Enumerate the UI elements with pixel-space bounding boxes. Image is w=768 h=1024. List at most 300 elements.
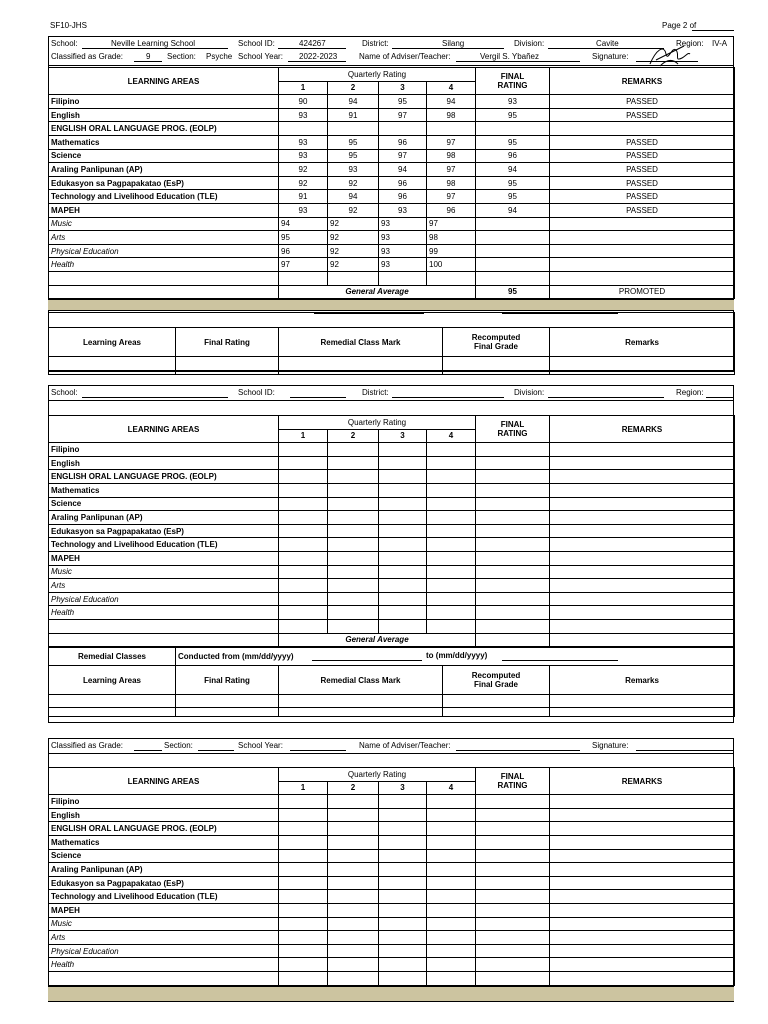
quarter-2-grade <box>328 822 379 836</box>
remarks-header-3: REMARKS <box>550 768 735 795</box>
learning-areas-header: LEARNING AREAS <box>49 68 279 95</box>
quarter-1-grade <box>279 538 328 552</box>
school-id-line <box>278 48 346 49</box>
quarter-2-grade <box>328 565 379 579</box>
q4-header: 4 <box>427 81 476 95</box>
final-rating <box>476 808 550 822</box>
quarter-2-grade: 92 <box>328 244 379 258</box>
district-line <box>392 48 504 49</box>
grade-value: 9 <box>146 52 151 61</box>
subject-name: Technology and Livelihood Education (TLE) <box>49 890 279 904</box>
quarter-2-grade <box>328 931 379 945</box>
remarks <box>550 579 735 593</box>
subject-row <box>49 890 735 904</box>
quarter-2-grade: 91 <box>328 108 379 122</box>
quarter-1-grade <box>279 470 328 484</box>
page-total-line <box>692 30 734 31</box>
page-label: Page 2 of <box>662 21 697 30</box>
quarter-1-grade: 90 <box>279 95 328 109</box>
school-id-label-2: School ID: <box>238 388 275 397</box>
remarks <box>550 822 735 836</box>
quarter-2-grade <box>328 835 379 849</box>
quarterly-rating-header: Quarterly Rating <box>279 68 476 82</box>
subject-name: Filipino <box>49 443 279 457</box>
subject-name: Araling Panlipunan (AP) <box>49 863 279 877</box>
remarks-header-2: REMARKS <box>550 416 735 443</box>
section-line-3 <box>198 750 234 751</box>
final-rating: 95 <box>476 135 550 149</box>
rem-learning-areas-2: Learning Areas <box>49 666 176 695</box>
final-rating <box>476 551 550 565</box>
subject-name: ENGLISH ORAL LANGUAGE PROG. (EOLP) <box>49 122 279 136</box>
adviser-value: Vergil S. Ybañez <box>480 52 540 61</box>
school-id-line-2 <box>290 397 346 398</box>
quarter-2-grade <box>328 795 379 809</box>
remarks <box>550 944 735 958</box>
quarter-2-grade: 92 <box>328 176 379 190</box>
subject-row <box>49 917 735 931</box>
quarter-2-grade <box>328 917 379 931</box>
quarter-4-grade: 97 <box>427 217 476 231</box>
final-rating <box>476 863 550 877</box>
final-rating <box>476 244 550 258</box>
quarter-4-grade <box>427 524 476 538</box>
remarks: PASSED <box>550 95 735 109</box>
quarter-3-grade <box>379 849 427 863</box>
subject-name: Mathematics <box>49 835 279 849</box>
subject-name: Music <box>49 217 279 231</box>
subject-row <box>49 808 735 822</box>
school-value: Neville Learning School <box>111 39 196 48</box>
final-rating <box>476 958 550 972</box>
quarter-2-grade <box>328 538 379 552</box>
school-year-line <box>288 61 346 62</box>
quarter-3-grade <box>379 538 427 552</box>
signature-label: Signature: <box>592 52 629 61</box>
quarter-3-grade: 93 <box>379 244 427 258</box>
remarks <box>550 876 735 890</box>
subject-row <box>49 565 735 579</box>
remarks: PASSED <box>550 190 735 204</box>
subject-name: Health <box>49 258 279 272</box>
subject-row <box>49 497 735 511</box>
quarter-2-grade <box>328 592 379 606</box>
subject-row <box>49 149 735 163</box>
subject-row <box>49 95 735 109</box>
q3-header-3: 3 <box>379 781 427 795</box>
quarter-1-grade <box>279 511 328 525</box>
subject-name: Physical Education <box>49 244 279 258</box>
quarter-3-grade <box>379 917 427 931</box>
quarter-3-grade <box>379 863 427 877</box>
subject-row <box>49 122 735 136</box>
quarter-1-grade <box>279 890 328 904</box>
quarter-1-grade <box>279 795 328 809</box>
quarter-3-grade: 95 <box>379 95 427 109</box>
subject-name: Edukasyon sa Pagpapakatao (EsP) <box>49 876 279 890</box>
rem-class-mark: Remedial Class Mark <box>279 328 443 357</box>
subject-row <box>49 108 735 122</box>
quarter-4-grade <box>427 592 476 606</box>
quarter-2-grade <box>328 606 379 620</box>
quarter-4-grade: 98 <box>427 149 476 163</box>
subject-name: Arts <box>49 579 279 593</box>
grades-table-3 <box>48 767 735 986</box>
quarter-1-grade <box>279 456 328 470</box>
quarter-2-grade <box>328 456 379 470</box>
final-rating <box>476 579 550 593</box>
quarter-3-grade: 97 <box>379 149 427 163</box>
quarter-3-grade: 93 <box>379 217 427 231</box>
school-line-2 <box>82 397 228 398</box>
remarks <box>550 551 735 565</box>
quarter-3-grade: 96 <box>379 135 427 149</box>
remedial-table-1 <box>48 312 735 375</box>
rem-remarks: Remarks <box>550 328 735 357</box>
quarter-4-grade <box>427 565 476 579</box>
rem-recomputed-2: Recomputed Final Grade <box>443 666 550 695</box>
quarter-3-grade <box>379 822 427 836</box>
remarks <box>550 835 735 849</box>
quarter-3-grade <box>379 890 427 904</box>
quarter-1-grade <box>279 497 328 511</box>
quarter-1-grade: 95 <box>279 231 328 245</box>
general-average-label: General Average <box>279 285 476 299</box>
region-label-2: Region: <box>676 388 704 397</box>
quarter-4-grade: 96 <box>427 203 476 217</box>
quarter-2-grade <box>328 944 379 958</box>
final-rating: 94 <box>476 203 550 217</box>
subject-row <box>49 203 735 217</box>
general-average-label-2: General Average <box>279 633 476 647</box>
subject-row <box>49 135 735 149</box>
remedial-conducted: Conducted from (mm/dd/yyyy) to (mm/dd/yyyy) <box>176 648 735 666</box>
quarter-1-grade <box>279 835 328 849</box>
subject-row <box>49 163 735 177</box>
final-rating <box>476 122 550 136</box>
rem-final-rating: Final Rating <box>176 328 279 357</box>
quarter-2-grade <box>328 524 379 538</box>
remarks <box>550 903 735 917</box>
school-year-label: School Year: <box>238 52 283 61</box>
quarter-4-grade <box>427 443 476 457</box>
quarter-4-grade <box>427 470 476 484</box>
quarter-1-grade: 94 <box>279 217 328 231</box>
quarter-4-grade: 100 <box>427 258 476 272</box>
classified-label-3: Classified as Grade: <box>51 741 124 750</box>
quarter-4-grade: 98 <box>427 231 476 245</box>
subject-name: MAPEH <box>49 203 279 217</box>
subject-row <box>49 524 735 538</box>
subject-row <box>49 456 735 470</box>
final-rating <box>476 258 550 272</box>
quarter-2-grade: 93 <box>328 163 379 177</box>
remarks <box>550 497 735 511</box>
section-label: Section: <box>167 52 196 61</box>
quarter-2-grade <box>328 808 379 822</box>
quarter-1-grade <box>279 122 328 136</box>
quarter-3-grade <box>379 579 427 593</box>
signature-line-3 <box>636 750 734 751</box>
final-rating <box>476 890 550 904</box>
final-rating: 95 <box>476 190 550 204</box>
quarter-3-grade <box>379 795 427 809</box>
division-label-2: Division: <box>514 388 545 397</box>
rem-final-rating-2: Final Rating <box>176 666 279 695</box>
quarter-3-grade <box>379 497 427 511</box>
quarter-3-grade: 96 <box>379 190 427 204</box>
subject-row <box>49 443 735 457</box>
remarks <box>550 443 735 457</box>
quarter-1-grade: 92 <box>279 163 328 177</box>
final-rating <box>476 592 550 606</box>
classified-label: Classified as Grade: <box>51 52 124 61</box>
subject-name: Science <box>49 149 279 163</box>
subject-row <box>49 511 735 525</box>
subject-name: MAPEH <box>49 903 279 917</box>
quarter-4-grade <box>427 958 476 972</box>
district-label-2: District: <box>362 388 389 397</box>
subject-name: Physical Education <box>49 944 279 958</box>
quarter-4-grade: 97 <box>427 135 476 149</box>
subject-name: Filipino <box>49 795 279 809</box>
final-rating <box>476 497 550 511</box>
quarter-4-grade <box>427 822 476 836</box>
region-label: Region: <box>676 39 704 48</box>
quarter-4-grade <box>427 890 476 904</box>
subject-name: Science <box>49 849 279 863</box>
quarterly-rating-header-2: Quarterly Rating <box>279 416 476 430</box>
final-rating: 94 <box>476 163 550 177</box>
final-rating <box>476 931 550 945</box>
subject-row <box>49 903 735 917</box>
spacer-row-3 <box>49 971 279 985</box>
final-rating: 96 <box>476 149 550 163</box>
school-year-value: 2022-2023 <box>299 52 338 61</box>
quarter-4-grade <box>427 579 476 593</box>
grades-table-2 <box>48 415 735 647</box>
subject-name: Arts <box>49 931 279 945</box>
remarks <box>550 958 735 972</box>
quarter-1-grade <box>279 443 328 457</box>
division-line-2 <box>548 397 664 398</box>
remarks <box>550 231 735 245</box>
quarter-4-grade: 97 <box>427 163 476 177</box>
subject-name: Physical Education <box>49 592 279 606</box>
quarter-3-grade <box>379 483 427 497</box>
general-average-value: 95 <box>476 285 550 299</box>
remarks: PASSED <box>550 176 735 190</box>
subject-name: Arts <box>49 231 279 245</box>
final-rating <box>476 903 550 917</box>
quarter-3-grade <box>379 835 427 849</box>
quarter-2-grade <box>328 551 379 565</box>
quarter-3-grade <box>379 122 427 136</box>
final-rating <box>476 835 550 849</box>
q3-header: 3 <box>379 81 427 95</box>
quarter-1-grade <box>279 483 328 497</box>
remarks <box>550 795 735 809</box>
quarter-1-grade <box>279 876 328 890</box>
school-id-label: School ID: <box>238 39 275 48</box>
quarter-4-grade <box>427 808 476 822</box>
quarter-2-grade: 92 <box>328 203 379 217</box>
quarter-4-grade <box>427 795 476 809</box>
quarter-1-grade: 91 <box>279 190 328 204</box>
subject-row <box>49 176 735 190</box>
final-rating-header: FINAL RATING <box>476 68 550 95</box>
subject-name: MAPEH <box>49 551 279 565</box>
header-divider-3 <box>48 753 734 754</box>
quarter-4-grade <box>427 944 476 958</box>
quarter-3-grade <box>379 944 427 958</box>
quarter-2-grade <box>328 497 379 511</box>
final-rating <box>476 483 550 497</box>
quarter-2-grade <box>328 849 379 863</box>
quarter-1-grade: 93 <box>279 203 328 217</box>
school-year-label-3: School Year: <box>238 741 283 750</box>
final-rating <box>476 456 550 470</box>
final-rating <box>476 524 550 538</box>
section-label-3: Section: <box>164 741 193 750</box>
quarter-3-grade <box>379 456 427 470</box>
remedial-table-2 <box>48 647 735 717</box>
subject-name: Science <box>49 497 279 511</box>
region-value: IV-A <box>712 39 728 48</box>
quarter-4-grade: 94 <box>427 95 476 109</box>
final-rating: 95 <box>476 108 550 122</box>
q1-header-3: 1 <box>279 781 328 795</box>
remarks: PASSED <box>550 135 735 149</box>
quarter-3-grade <box>379 470 427 484</box>
final-rating <box>476 565 550 579</box>
district-label: District: <box>362 39 389 48</box>
remarks: PASSED <box>550 163 735 177</box>
remarks <box>550 511 735 525</box>
district-value: Silang <box>442 39 465 48</box>
quarter-3-grade <box>379 565 427 579</box>
subject-row <box>49 592 735 606</box>
subject-name: Mathematics <box>49 483 279 497</box>
quarter-3-grade <box>379 876 427 890</box>
quarter-4-grade: 99 <box>427 244 476 258</box>
quarter-2-grade <box>328 890 379 904</box>
separator-band-1 <box>48 299 734 311</box>
adviser-label: Name of Adviser/Teacher: <box>359 52 451 61</box>
quarter-3-grade: 93 <box>379 203 427 217</box>
subject-name: Filipino <box>49 95 279 109</box>
remarks: PASSED <box>550 108 735 122</box>
adviser-line <box>456 61 580 62</box>
separator-band-3 <box>48 986 734 1002</box>
quarter-1-grade: 93 <box>279 108 328 122</box>
subject-row <box>49 931 735 945</box>
quarter-4-grade <box>427 456 476 470</box>
rem-learning-areas: Learning Areas <box>49 328 176 357</box>
quarter-1-grade <box>279 931 328 945</box>
subject-row <box>49 606 735 620</box>
subject-row <box>49 876 735 890</box>
division-value: Cavite <box>596 39 619 48</box>
remarks <box>550 917 735 931</box>
quarter-1-grade: 96 <box>279 244 328 258</box>
quarter-1-grade <box>279 903 328 917</box>
quarter-2-grade: 92 <box>328 231 379 245</box>
subject-row <box>49 231 735 245</box>
district-line-2 <box>392 397 504 398</box>
final-rating <box>476 944 550 958</box>
q1-header-2: 1 <box>279 429 328 443</box>
quarter-3-grade: 93 <box>379 231 427 245</box>
signature-label-3: Signature: <box>592 741 629 750</box>
final-rating <box>476 795 550 809</box>
subject-row <box>49 538 735 552</box>
quarter-1-grade: 92 <box>279 176 328 190</box>
quarter-3-grade <box>379 551 427 565</box>
quarter-3-grade: 97 <box>379 108 427 122</box>
remedial-to-label: to (mm/dd/yyyy) <box>426 651 488 660</box>
remarks <box>550 258 735 272</box>
quarter-3-grade <box>379 524 427 538</box>
quarter-2-grade <box>328 122 379 136</box>
subject-name: English <box>49 456 279 470</box>
subject-name: Technology and Livelihood Education (TLE) <box>49 190 279 204</box>
remarks <box>550 606 735 620</box>
subject-row <box>49 944 735 958</box>
rem-class-mark-2: Remedial Class Mark <box>279 666 443 695</box>
quarter-3-grade <box>379 958 427 972</box>
remarks <box>550 217 735 231</box>
quarter-2-grade <box>328 863 379 877</box>
remarks <box>550 122 735 136</box>
remarks <box>550 890 735 904</box>
q2-header-3: 2 <box>328 781 379 795</box>
header-divider-2 <box>48 400 734 401</box>
quarter-1-grade <box>279 524 328 538</box>
quarter-1-grade <box>279 592 328 606</box>
quarter-2-grade: 94 <box>328 190 379 204</box>
subject-row <box>49 470 735 484</box>
final-rating <box>476 606 550 620</box>
quarter-4-grade <box>427 849 476 863</box>
quarter-4-grade: 98 <box>427 176 476 190</box>
quarter-2-grade: 95 <box>328 135 379 149</box>
final-rating <box>476 917 550 931</box>
remarks-header: REMARKS <box>550 68 735 95</box>
subject-row <box>49 551 735 565</box>
quarter-3-grade: 93 <box>379 258 427 272</box>
quarter-4-grade <box>427 606 476 620</box>
remarks: PASSED <box>550 149 735 163</box>
subject-name: Technology and Livelihood Education (TLE) <box>49 538 279 552</box>
quarter-4-grade <box>427 835 476 849</box>
subject-row <box>49 863 735 877</box>
quarter-3-grade <box>379 903 427 917</box>
subject-row <box>49 244 735 258</box>
quarter-2-grade <box>328 470 379 484</box>
header-divider <box>48 65 734 66</box>
subject-name: Music <box>49 565 279 579</box>
subject-name: ENGLISH ORAL LANGUAGE PROG. (EOLP) <box>49 470 279 484</box>
quarter-1-grade <box>279 917 328 931</box>
remedial-from-line <box>312 660 422 661</box>
remarks <box>550 931 735 945</box>
final-rating <box>476 511 550 525</box>
promotion-status: PROMOTED <box>550 285 735 299</box>
subject-name: ENGLISH ORAL LANGUAGE PROG. (EOLP) <box>49 822 279 836</box>
grade-line-3 <box>134 750 162 751</box>
quarter-2-grade <box>328 443 379 457</box>
